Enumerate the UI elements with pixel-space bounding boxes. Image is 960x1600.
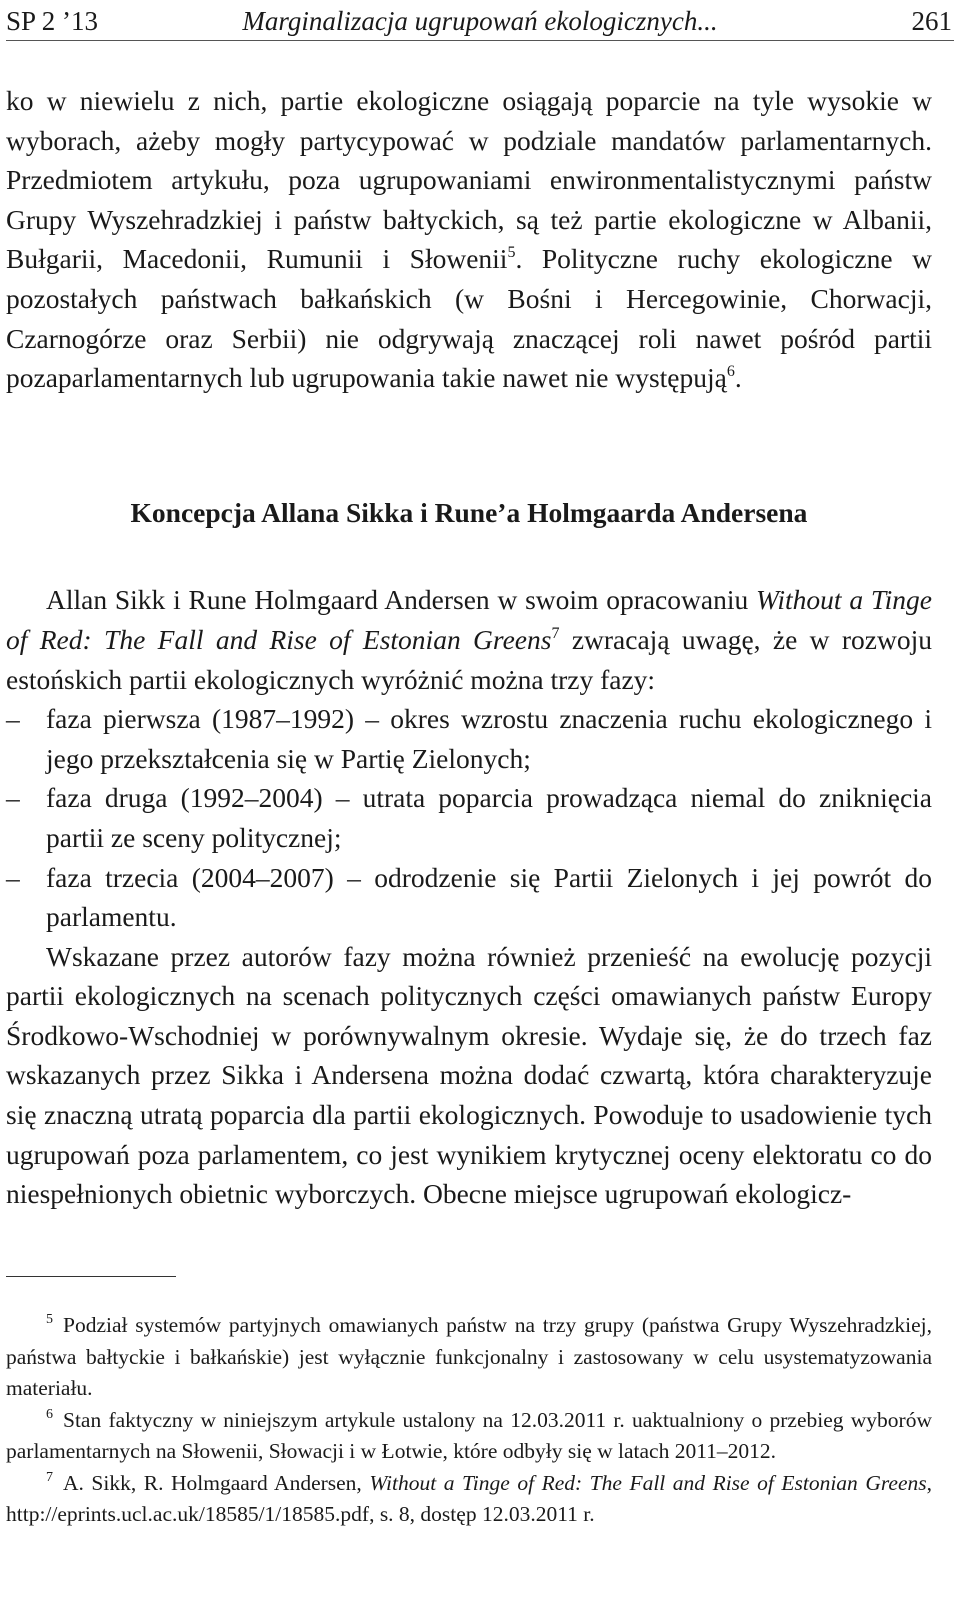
footnote-ref-6[interactable]: 6: [726, 363, 735, 381]
list-dash: –: [6, 861, 20, 893]
list-item: – faza pierwsza (1987–1992) – okres wzrostu znaczenia ruchu ekologicznego i jego przekształcenia się w Partię Zielonych;: [6, 699, 932, 778]
paragraph-intro: Allan Sikk i Rune Holmgaard Andersen w swoim opracowaniu Without a Tinge of Red: The Fall and Rise of Estonian Greens$^7$ zwracają uwagę, że w rozwoju estońskich partii ekologicznych wyróżnić można trzy fazy:: [6, 584, 933, 695]
footnote-divider: [6, 1276, 176, 1277]
paragraph-body: Wskazane przez autorów fazy można również przenieść na ewolucję pozycji partii ekologicznych na scenach politycznych części omawianych państw Europy Środkowo-Wschodniej w porównywalnym okresie. Wydaje się, że do trzech faz wskazanych przez Sikka i Andersena można dodać czwartą, która charakteryzuje się znaczną utratą poparcia dla partii ekologicznych. Powoduje to usadowienie tych ugrupowań poza parlamentem, co jest wynikiem krytycznej oceny elektoratu co do niespełnionych obietnic wyborczych. Obecne miejsce ugrupowań ekologicz-: [6, 940, 932, 1210]
page-number: 261: [911, 6, 952, 36]
footnote-7: $^7$ A. Sikk, R. Holmgaard Andersen, Without a Tinge of Red: The Fall and Rise of Estonian Greens, http://eprints.ucl.ac.uk/18585/1/18585.pdf, s. 8, dostęp 12.03.2011 r.: [6, 1469, 932, 1526]
running-title: Marginalizacja ugrupowań ekologicznych...: [242, 6, 718, 36]
citation-url[interactable]: , http://eprints.ucl.ac.uk/18585/1/18585.pdf, s. 8, dostęp 12.03.2011 r.: [6, 1470, 932, 1526]
paragraph-continued: ko w niewielu z nich, partie ekologiczne osiągają poparcie na tyle wysokie w wyborach, ażeby mogły partycypować w podziale mandatów parlamentarnych. Przedmiotem artykułu, poza ugrupowaniami enwironmentalistycznymi państw Grupy Wyszehradzkiej i państw bałtyckich, są też partie ekologiczne w Albanii, Bułgarii, Macedonii, Rumunii i Słowenii$^5$. Polityczne ruchy ekologiczne w pozostałych państwach bałkańskich (w Bośni i Hercegowinie, Chorwacji, Czarnogórze oraz Serbii) nie odgrywają znaczącej roli nawet pośród partii pozaparlamentarnych lub ugrupowania takie nawet nie występują$^6$.: [6, 85, 932, 394]
cited-title: Without a Tinge of Red: The Fall and Rise of Estonian Greens: [369, 1470, 927, 1495]
footnote-ref-5[interactable]: 5: [507, 244, 516, 262]
footnote-number: 6: [46, 1406, 53, 1422]
footnotes: [6, 1276, 932, 1531]
running-header: [6, 2, 954, 41]
footnote-6: $^6$ Stan faktyczny w niniejszym artykule ustalony na 12.03.2011 r. uaktualniony o przebieg wyborów parlamentarnych na Słowenii, Słowacji i w Łotwie, które odbyły się w latach 2011–2012.: [6, 1406, 932, 1463]
footnote-number: 5: [46, 1312, 53, 1327]
journal-issue: SP 2 ’13: [6, 6, 99, 36]
cited-title: Without a Tinge of Red: The Fall and Rise of Estonian Greens: [6, 584, 932, 655]
list-item: – faza trzecia (2004–2007) – odrodzenie się Partii Zielonych i jej powrót do parlamentu.: [6, 858, 932, 937]
footnote-ref-7[interactable]: 7: [551, 624, 560, 642]
list-dash: –: [6, 703, 20, 735]
section-heading: Koncepcja Allana Sikka i Rune’a Holmgaarda Andersena: [130, 496, 808, 528]
list-item: – faza druga (1992–2004) – utrata poparcia prowadząca niemal do zniknięcia partii ze sceny politycznej;: [6, 778, 932, 857]
body-text: [6, 81, 932, 1214]
footnote-number: 7: [46, 1469, 53, 1485]
footnote-5: $^5$ Podział systemów partyjnych omawianych państw na trzy grupy (państwa Grupy Wyszehradzkiej, państwa bałtyckie i bałkańskie) jest wyłącznie funkcjonalny i zastosowany w celu usystematyzowania materiału.: [6, 1312, 932, 1400]
list-dash: –: [6, 782, 20, 814]
